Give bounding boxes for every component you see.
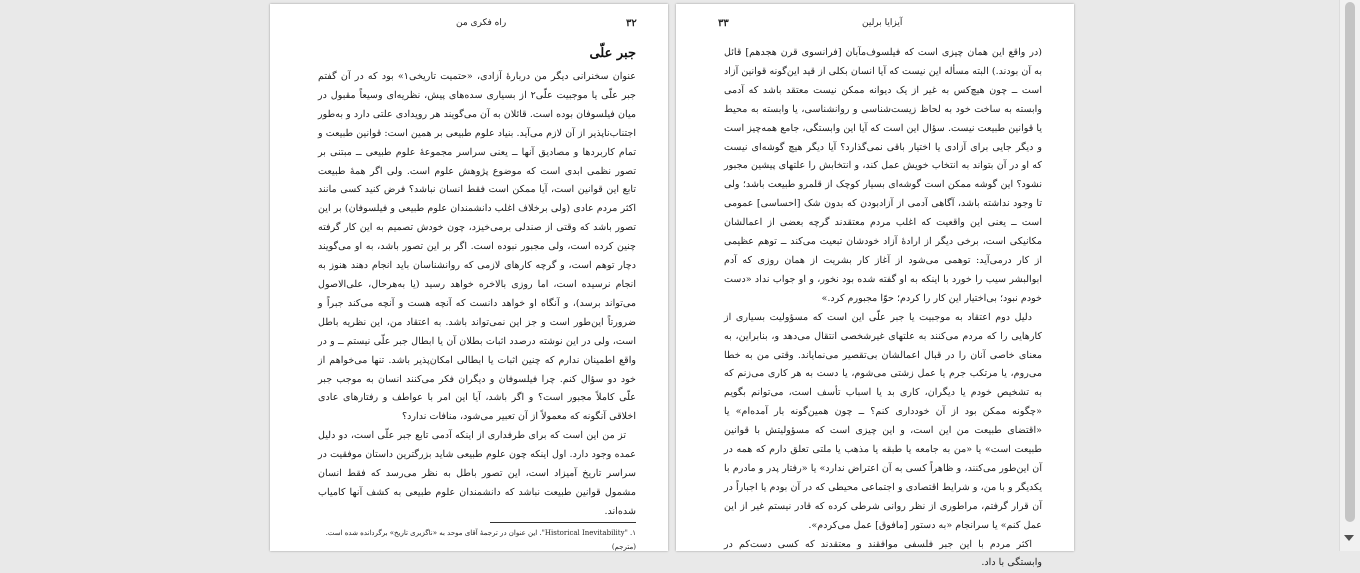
page-number: ۳۳ [718, 18, 729, 29]
footnote: ۱. "Historical Inevitability". این عنوان در ترجمهٔ آقای موحد به «ناگزیری تاریخ» برگردانده شده است. (مترجم) [325, 529, 636, 551]
footnote-divider [490, 522, 636, 523]
paragraph: اکثر مردم با این جبر فلسفی موافقند و معتقدند که کسی دست‌کم در وابستگی با داد. [724, 538, 1042, 569]
page-33 [676, 4, 1074, 569]
body-text [318, 68, 636, 517]
paragraph: عنوان سخنرانی دیگر من دربارهٔ آزادی، «حتمیت تاریخی۱» بود که در آن گفتم جبر علّی یا موجبیت علّی۲ از بسیاری سده‌های پیش، نظریه‌ای وسیعاً مقبول در میان فیلسوفان بوده است. قائلان به آن می‌گویند هر رویدادی علتی دارد و به‌طور اجتناب‌ناپذیر از آن لازم می‌آید. بنیاد علوم طبیعی بر همین است: قوانین طبیعت و تمام کاربردها و مصادیق آنها ــ یعنی سراسر مجموعهٔ علوم طبیعی ــ مبتنی بر تصور نظمی ابدی است که موضوع پژوهش علوم است. ولی اگر همهٔ طبیعت تابع این قوانین است، آیا ممکن است فقط انسان نباشد؟ فرض کنید کسی مانند اکثر مردم عادی (ولی برخلاف اغلب دانشمندان علوم طبیعی و فیلسوفان) بر این تصور باشد که وقتی از صندلی برمی‌خیزد، چون خودش تصمیم به این کار گرفته چنین کرده است، ولی مجبور نبوده است. اگر بر این تصور باشد، به او می‌گویند دچار توهم است، و گرچه کارهای لازمی که روانشناسان باید انجام دهند هنوز به انجام نرسیده است، اما روزی بالاخره خواهد رسید (یا به‌هرحال، علی‌الاصول می‌تواند برسد)، و آنگاه او خواهد دانست که آنچه هست و آنچه می‌کند جبراً و ضرورتاً این‌طور است و جز این نمی‌تواند باشد. به اعتقاد من، این نظریه باطل است، ولی در این نوشته درصدد اثبات بطلان آن یا ابطال جبر علّی نیستم ــ و در واقع اطمینان ندارم که چنین اثبات یا ابطالی امکان‌پذیر باشد. تنها می‌خواهم از خود دو سؤال کنم. چرا فیلسوفان و دیگران فکر می‌کنند انسان به موجب جبر علّی کاملاً مجبور است؟ و اگر باشد، آیا این امر با عواطف و رفتارهای عادی اخلاقی آنگونه که معمولاً از آن تعبیر می‌شود، منافات ندارد؟ [318, 71, 636, 423]
vertical-scrollbar[interactable] [1339, 0, 1360, 551]
scrollbar-thumb[interactable] [1345, 2, 1355, 522]
running-head-title: راه فکری من [456, 18, 507, 28]
section-heading: جبر علّی [589, 46, 636, 61]
running-head-title: آیزایا برلین [862, 18, 903, 28]
paragraph: دلیل دوم اعتقاد به موجبیت یا جبر علّی این است که مسؤولیت بسیاری از کارهایی را که مردم می‌کنند به علتهای غیرشخصی انتقال می‌دهد و، بنابراین، به معنای خاصی آنان را در قبال اعمالشان بی‌تقصیر می‌نمایاند. وقتی من به خطا می‌روم، یا مرتکب جرم یا عمل زشتی می‌شوم، یا دست به هر کاری می‌زنم که به تشخیص خودم یا دیگران، کاری بد یا اسباب تأسف است، می‌توانم بگویم «چگونه ممکن بود از آن خودداری کنم؟ ــ چون همین‌گونه بار آمده‌ام» یا «اقتضای طبیعت من این است، و این چیزی است که مسؤولیتش با قوانین طبیعت است» یا «من به جامعه یا طبقه یا مذهب یا ملتی تعلق دارم که همه در آن این‌طور می‌کنند، و ظاهراً کسی به آن اعتراض ندارد» یا «رفتار پدر و مادرم با یکدیگر و با من، و شرایط اقتصادی و اجتماعی محیطی که در آن بودم یا اجباراً در آن قرار گرفتم، مراطوری از نظر روانی شرطی کرده که قادر نیستم غیر از این عمل کنم» یا سرانجام «به دستور [مافوق] عمل می‌کردم». [724, 311, 1042, 531]
body-text [724, 44, 1042, 569]
page-number: ۳۲ [626, 18, 637, 29]
paragraph: تز من این است که برای طرفداری از اینکه آدمی تابع جبر علّی است، دو دلیل عمده وجود دارد. اول اینکه چون علوم طبیعی شاید بزرگترین داستان موفقیت در سراسر تاریخ آمیزاد است، این تصور باطل به نظر می‌رسد که فقط انسان مشمول قوانین طبیعت نباشد که دانشمندان علوم طبیعی به کشف آنها کامیاب شده‌اند. [318, 430, 636, 517]
page-32 [270, 4, 668, 551]
paragraph: (در واقع این همان چیزی است که فیلسوف‌مآبان [فرانسوی قرن هجدهم] قائل به آن بودند.) البته مسأله این نیست که آیا انسان بکلی از قید این‌گونه قوانین آزاد است ــ چون هیچ‌کس به غیر از یک دیوانه ممکن نیست معتقد باشد که آدمی وابسته به ساخت خود به لحاظ زیست‌شناسی و روانشناسی، یا وابسته به محیط یا قوانین طبیعت نیست. سؤال این است که آیا این وابستگی، جامع همه‌چیز است و دیگر جایی برای آزادی یا اختیار باقی نمی‌گذارد؟ آیا دیگر هیچ گوشه‌ای نیست که او در آن بتواند به انتخاب خویش عمل کند، و انتخابش را علتهای پیشین مجبور نشود؟ این گوشه ممکن است گوشه‌ای بسیار کوچک از قلمرو طبیعت باشد؛ ولی تا وجود نداشته باشد، آگاهی آدمی از آزادبودن که بدون شک [احساسی] عمومی است ــ یعنی این واقعیت که اغلب مردم معتقدند گرچه بعضی از اعمالشان مکانیکی است، برخی دیگر از ارادهٔ آزاد خودشان تبعیت می‌کند ــ توهم عظیمی از کار درمی‌آید: توهمی می‌شود از آغاز کار بشریت از همان روزی که آدم ابوالبشر سیب را خورد با اینکه به او گفته شده بود نخور، و او جواب نداد «دست خودم نبود؛ بی‌اختیار این کار را کردم؛ حوّا مجبورم کرد.» [724, 47, 1042, 304]
scroll-down-arrow-icon[interactable] [1344, 535, 1354, 541]
